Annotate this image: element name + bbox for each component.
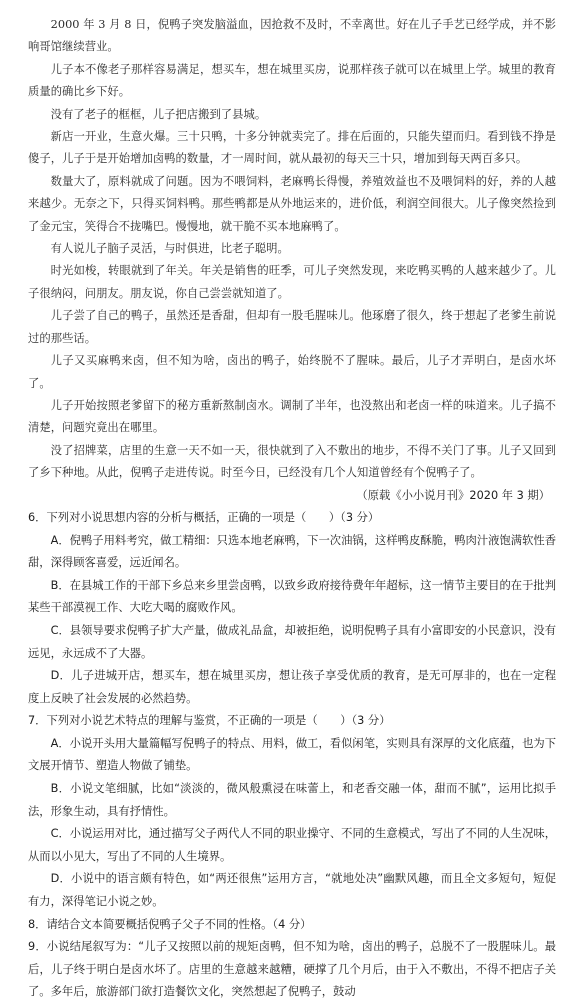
question-option-d: D．小说中的语言颇有特色，如“两还很焦”运用方言，“就地处决”幽默风趣，而且全文多短句，短促有力，深得笔记小说之妙。 [28,872,556,909]
question-option-b: B．在县城工作的干部下乡总来乡里尝卤鸭，以致乡政府接待费年年超标，这一情节主要目的在于批判某些干部漠视工作、大吃大喝的腐败作风。 [28,578,556,615]
story-paragraph: 新店一开业，生意火爆。三十只鸭，十多分钟就卖完了。排在后面的，只能失望而归。看到钱不挣是傻子，儿子于是开始增加卤鸭的数量，才一周时间，就从最初的每天三十只，增加到每天两百多只。 [28,130,556,166]
question-7 [28,710,556,913]
story-paragraph: 儿子尝了自己的鸭子，虽然还是香甜，但却有一股毛腥味儿。他琢磨了很久，终于想起了老爹生前说过的那些话。 [28,309,556,345]
story-source: （原载《小小说月刊》2020 年 3 期） [356,488,550,502]
story-paragraph: 儿子又买麻鸭来卤，但不知为啥，卤出的鸭子，始终脱不了腥味。最后，儿子才弄明白，是卤水坏了。 [28,354,556,390]
question-option-b: B．小说文笔细腻，比如“淡淡的，微风般熏浸在味蕾上，和老香交融一体，甜而不腻”，运用比拟手法，形象生动，具有抒情性。 [28,782,556,818]
story-paragraph: 2000 年 3 月 8 日，倪鸭子突发脑溢血，因抢救不及时，不幸离世。好在儿子手艺已经学成，并不影响哥馆继续营业。 [28,18,556,54]
questions-section [28,507,556,1004]
question-option-a: A．倪鸭子用料考究，做工精细：只选本地老麻鸭，下一次油锅，这样鸭皮酥脆，鸭肉汁液饱满软性香甜，深得顾客喜爱，远近闻名。 [28,533,556,570]
question-option-d: D．儿子进城开店，想买车，想在城里买房，想让孩子享受优质的教育，是无可厚非的，也在一定程度上反映了社会发展的必然趋势。 [28,669,556,705]
story-paragraph: 儿子开始按照老爹留下的秘方重新熬制卤水。调制了半年，也没熬出和老卤一样的味道来。儿子搞不清楚，问题究竟出在哪里。 [28,398,556,435]
story-paragraph: 儿子本不像老子那样容易满足，想买车，想在城里买房，说那样孩子就可以在城里上学。城里的教育质量的确比乡下好。 [28,62,556,99]
question-9 [28,936,556,1004]
story-paragraph: 时光如梭，转眼就到了年关。年关是销售的旺季，可儿子突然发现，来吃鸭买鸭的人越来越少了。儿子很纳闷，问朋友。朋友说，你自己尝尝就知道了。 [28,264,556,300]
question-stem: 9．小说结尾叙写为：“儿子又按照以前的规矩卤鸭，但不知为啥，卤出的鸭子，总脱不了一股腥味儿。最后，儿子终于明白是卤水坏了。店里的生意越来越糟，硬撑了几个月后，由于入不敷出，不得不把店子关了。多年后，旅游部门欲打造餐饮文化，突然想起了倪鸭子，鼓动 [28,940,556,999]
question-6 [28,507,556,710]
story-section [28,14,556,507]
story-paragraph: 没了招牌菜，店里的生意一天不如一天，很快就到了入不敷出的地步，不得不关门了事。儿子又回到了乡下种地。从此，倪鸭子走进传说。时至今日，已经没有几个人知道曾经有个倪鸭子了。 [28,443,556,480]
question-stem: 8．请结合文本简要概括倪鸭子父子不同的性格。（4 分） [28,917,312,931]
question-option-a: A．小说开头用大量篇幅写倪鸭子的特点、用料，做工，看似闲笔，实则具有深厚的文化底蕴，也为下文展开情节、塑造人物做了铺垫。 [28,736,556,773]
question-stem: 6．下列对小说思想内容的分析与概括，正确的一项是（ ）（3 分） [28,510,380,524]
story-paragraph: 没有了老子的框框，儿子把店搬到了县城。 [50,107,267,121]
story-paragraph: 有人说儿子脑子灵活，与时俱进，比老子聪明。 [50,242,289,256]
question-option-c: C．县领导要求倪鸭子扩大产量，做成礼品盒，却被拒绝，说明倪鸭子具有小富即安的小民意识，没有远见，永远成不了大器。 [28,623,556,660]
question-option-c: C．小说运用对比，通过描写父子两代人不同的职业操守、不同的生意模式，写出了不同的人生况味，从而以小见大，写出了不同的人生境界。 [28,827,556,863]
question-8 [28,914,556,937]
question-stem: 7．下列对小说艺术特点的理解与鉴赏，不正确的一项是（ ）（3 分） [28,714,391,728]
story-paragraph: 数量大了，原料就成了问题。因为不喂饲料，老麻鸭长得慢，养殖效益也不及喂饲料的好，养的人越来越少。无奈之下，只得买饲料鸭。那些鸭都是从外地运来的，进价低，利润空间很大。儿子像突然捡到了金元宝，笑得合不拢嘴巴。慢慢地，就干脆不买本地麻鸭了。 [28,174,556,233]
